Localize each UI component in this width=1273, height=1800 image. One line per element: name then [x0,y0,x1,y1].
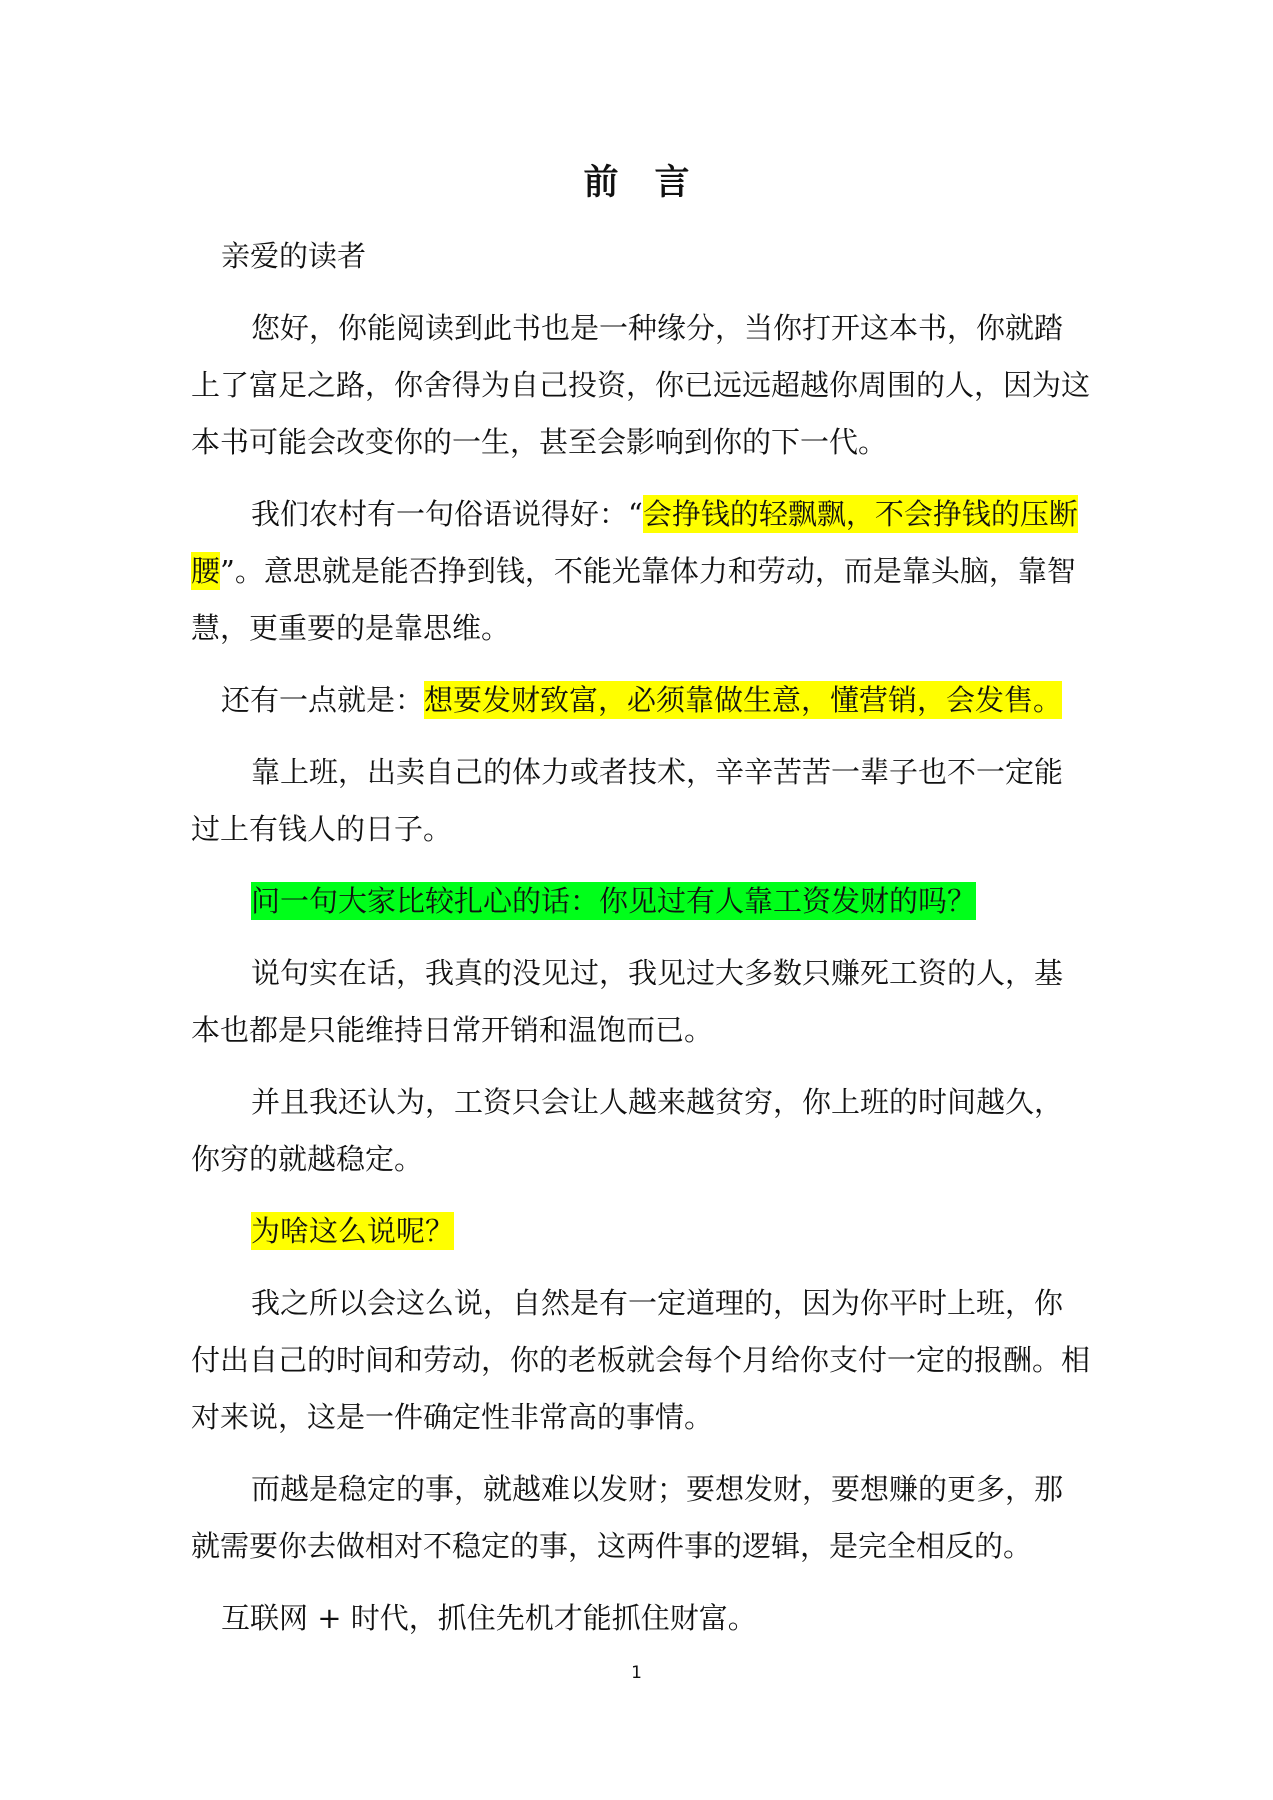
paragraph: 您好，你能阅读到此书也是一种缘分，当你打开这本书，你就踏上了富足之路，你舍得为自己投资，你已远远超越你周围的人，因为这本书可能会改变你的一生，甚至会影响到你的下一代。 [191,311,1091,459]
paragraph-question [191,1203,1091,1260]
paragraph: 并且我还认为，工资只会让人越来越贫穷，你上班的时间越久，你穷的就越稳定。 [191,1085,1064,1176]
paragraph: 靠上班，出卖自己的体力或者技术，辛辛苦苦一辈子也不一定能过上有钱人的日子。 [191,755,1064,846]
paragraph: 而越是稳定的事，就越难以发财；要想发财，要想赚的更多，那就需要你去做相对不稳定的事，这两件事的逻辑，是完全相反的。 [191,1472,1064,1563]
paragraph: 说句实在话，我真的没见过，我见过大多数只赚死工资的人，基本也都是只能维持日常开销和温饱而已。 [191,956,1064,1047]
paragraph-text: ”。意思就是能否挣到钱，不能光靠体力和劳动，而是靠头脑，靠智慧，更重要的是靠思维。 [191,554,1076,645]
paragraph-key-point [191,672,1091,729]
title-char-2: 言 [654,162,690,203]
paragraph: 互联网 + 时代，抓住先机才能抓住财富。 [221,1601,757,1635]
title-char-1: 前 [583,162,619,203]
body-text [191,228,1091,1647]
highlight-yellow: 为啥这么说呢？ [251,1214,455,1248]
page-number: 1 [631,1663,642,1683]
highlight-green: 问一句大家比较扎心的话：你见过有人靠工资发财的吗？ [251,884,977,918]
paragraph-text: 还有一点就是： [221,683,425,717]
highlight-yellow: 会挣钱的轻飘飘，不会挣钱的压断腰 [191,497,1078,588]
paragraph: 我之所以会这么说，自然是有一定道理的，因为你平时上班，你付出自己的时间和劳动，你的老板就会每个月给你支付一定的报酬。相对来说，这是一件确定性非常高的事情。 [191,1286,1091,1434]
paragraph-question [191,873,1091,930]
paragraph-proverb [191,486,1091,657]
highlight-yellow: 想要发财致富，必须靠做生意，懂营销，会发售。 [424,683,1063,717]
paragraph-text: 我们农村有一句俗语说得好：“ [251,497,643,531]
salutation: 亲爱的读者 [221,239,367,273]
page-title [0,155,1273,205]
